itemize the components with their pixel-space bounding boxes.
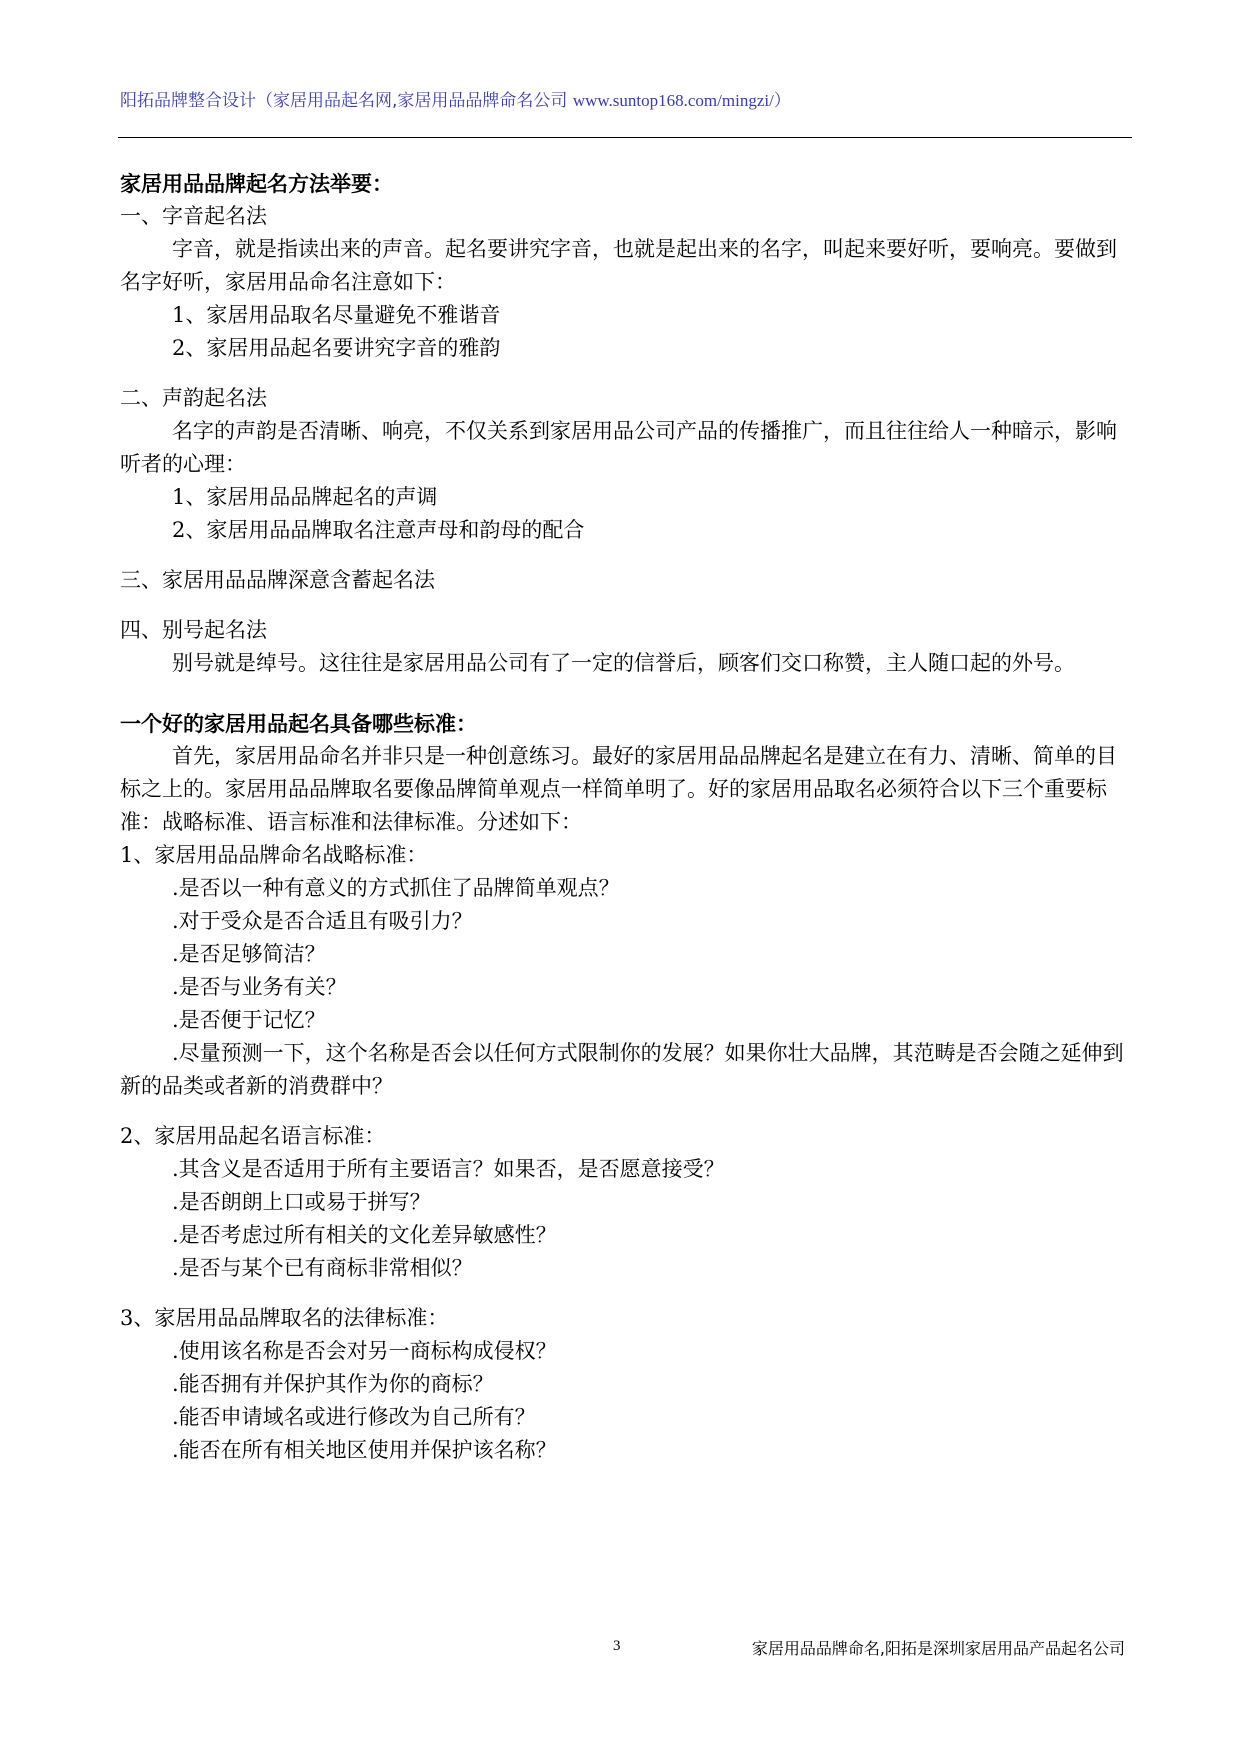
header-url[interactable]: www.suntop168.com/mingzi/	[572, 91, 774, 110]
list-item: .对于受众是否合适且有吸引力？	[172, 909, 473, 933]
method-paragraph: 别号就是绰号。这往往是家居用品公司有了一定的信誉后，顾客们交口称赞，主人随口起的外号。	[172, 651, 1075, 675]
header-close: ）	[773, 91, 791, 111]
header-rule	[118, 137, 1132, 138]
list-item: .是否以一种有意义的方式抓住了品牌简单观点？	[172, 876, 620, 900]
list-item-long: .尽量预测一下，这个名称是否会以任何方式限制你的发展？如果你壮大品牌，其范畴是否会随之延伸到新的品类或者新的消费群中？	[120, 1041, 1124, 1098]
list-item: .是否足够简洁？	[172, 942, 326, 966]
page-number: 3	[613, 1638, 621, 1654]
standard-heading: 1、家居用品品牌命名战略标准：	[120, 843, 428, 867]
header-text: 阳拓品牌整合设计（家居用品起名网,家居用品品牌命名公司	[120, 91, 573, 111]
method-heading: 二、声韵起名法	[120, 386, 267, 410]
list-item: .能否申请域名或进行修改为自己所有？	[172, 1405, 536, 1429]
method-paragraph: 字音，就是指读出来的声音。起名要讲究字音，也就是起出来的名字，叫起来要好听，要响亮。要做到名字好听，家居用品命名注意如下：	[120, 237, 1117, 294]
list-item: 2、家居用品起名要讲究字音的雅韵	[172, 336, 501, 360]
section-title: 家居用品品牌起名方法举要：	[120, 171, 393, 196]
method-heading: 四、别号起名法	[120, 618, 267, 642]
standard-heading: 2、家居用品起名语言标准：	[120, 1124, 386, 1148]
document-body	[120, 167, 1130, 1467]
list-item: .是否朗朗上口或易于拼写？	[172, 1190, 431, 1214]
section-title: 一个好的家居用品起名具备哪些标准：	[120, 711, 477, 736]
method-paragraph: 名字的声韵是否清晰、响亮，不仅关系到家居用品公司产品的传播推广，而且往往给人一种暗示，影响听者的心理：	[120, 419, 1117, 476]
list-item: .是否与某个已有商标非常相似？	[172, 1256, 473, 1280]
list-item: 2、家居用品品牌取名注意声母和韵母的配合	[172, 518, 585, 542]
list-item: .能否在所有相关地区使用并保护该名称？	[172, 1438, 557, 1462]
intro-paragraph: 首先，家居用品命名并非只是一种创意练习。最好的家居用品品牌起名是建立在有力、清晰、简单的目标之上的。家居用品品牌取名要像品牌简单观点一样简单明了。好的家居用品取名必须符合以下三个重要标准：战略标准、语言标准和法律标准。分述如下：	[120, 744, 1117, 834]
list-item: .是否考虑过所有相关的文化差异敏感性？	[172, 1223, 557, 1247]
list-item: 1、家居用品品牌起名的声调	[172, 485, 438, 509]
list-item: .是否便于记忆？	[172, 1008, 326, 1032]
list-item: .是否与业务有关？	[172, 975, 347, 999]
list-item: .能否拥有并保护其作为你的商标？	[172, 1372, 494, 1396]
page-header	[120, 86, 791, 111]
method-heading: 三、家居用品品牌深意含蓄起名法	[120, 568, 435, 592]
footer-text: 家居用品品牌命名,阳拓是深圳家居用品产品起名公司	[751, 1639, 1125, 1658]
list-item: 1、家居用品取名尽量避免不雅谐音	[172, 303, 501, 327]
method-heading: 一、字音起名法	[120, 204, 267, 228]
standard-heading: 3、家居用品品牌取名的法律标准：	[120, 1306, 449, 1330]
list-item: .其含义是否适用于所有主要语言？如果否，是否愿意接受？	[172, 1157, 725, 1181]
list-item: .使用该名称是否会对另一商标构成侵权？	[172, 1339, 557, 1363]
